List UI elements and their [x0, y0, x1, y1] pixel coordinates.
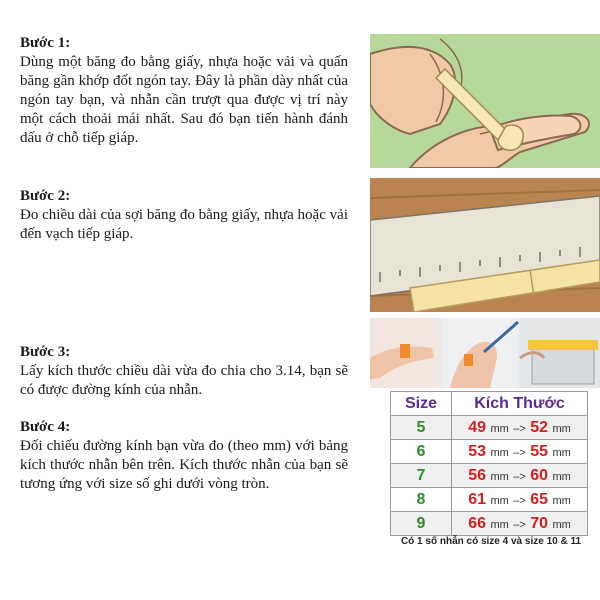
- range-cell: [452, 488, 588, 512]
- step-3-title: Bước 3:: [20, 344, 71, 360]
- unit-label: mm: [552, 518, 571, 531]
- unit-label: mm: [490, 446, 509, 459]
- unit-label: mm: [552, 494, 571, 507]
- size-header: Size: [391, 392, 452, 416]
- unit-label: mm: [490, 470, 509, 483]
- table-row: [391, 512, 588, 536]
- table-row: [391, 440, 588, 464]
- hand-wrapping-strip-illustration: [370, 34, 600, 168]
- step-1-title: Bước 1:: [20, 35, 71, 51]
- step-2-text: Đo chiều dài của sợi băng đo bằng giấy, nhựa hoặc vải đến vạch tiếp giáp.: [20, 207, 348, 242]
- size-note: Có 1 số nhẫn có size 4 và size 10 & 11: [400, 536, 582, 547]
- table-row: [391, 488, 588, 512]
- size-cell: 6: [391, 440, 452, 464]
- range-to: 55: [530, 442, 549, 460]
- step-2: [20, 187, 348, 244]
- range-to: 70: [530, 514, 549, 532]
- size-cell: 9: [391, 512, 452, 536]
- step-4-text: Đối chiếu đường kính bạn vừa đo (theo mm) với bảng kích thước nhẫn bên trên. Kích thước nhẫn của bạn sẽ tương ứng với size số ghi dưới vòng tròn.: [20, 438, 348, 492]
- arrow-label: –>: [513, 446, 526, 459]
- step-3: [20, 343, 348, 400]
- unit-label: mm: [490, 518, 509, 531]
- table-header-row: [391, 392, 588, 416]
- range-from: 56: [468, 466, 486, 484]
- step-1-text: Dùng một băng đo bằng giấy, nhựa hoặc vải và quấn băng gần khớp đốt ngón tay. Đây là phần dày nhất của ngón tay bạn, và nhẫn cần trượt qua được vị trí này một cách thoải mái nhất. Sau đó bạn tiến hành đánh dấu ở chỗ tiếp giáp.: [20, 54, 348, 146]
- finger-measure-icon: [370, 318, 600, 388]
- range-to: 52: [530, 418, 549, 436]
- range-from: 53: [468, 442, 486, 460]
- unit-label: mm: [490, 494, 509, 507]
- range-cell: [452, 464, 588, 488]
- table-row: [391, 416, 588, 440]
- unit-label: mm: [552, 422, 571, 435]
- unit-label: mm: [552, 470, 571, 483]
- range-cell: [452, 416, 588, 440]
- range-from: 66: [468, 514, 486, 532]
- range-cell: [452, 440, 588, 464]
- size-cell: 7: [391, 464, 452, 488]
- finger-measure-photo: [370, 318, 600, 388]
- ring-size-table: [390, 391, 588, 536]
- step-2-title: Bước 2:: [20, 188, 71, 204]
- range-to: 60: [530, 466, 549, 484]
- ruler-strip-illustration: [370, 178, 600, 312]
- range-cell: [452, 512, 588, 536]
- range-from: 49: [468, 418, 486, 436]
- step-4: [20, 418, 348, 494]
- arrow-label: –>: [513, 422, 526, 435]
- arrow-label: –>: [513, 494, 526, 507]
- step-1: [20, 34, 348, 148]
- hand-wrapping-strip-icon: [370, 34, 600, 168]
- step-3-text: Lấy kích thước chiều dài vừa đo chia cho 3.14, bạn sẽ có được đường kính của nhẫn.: [20, 363, 348, 398]
- size-cell: 8: [391, 488, 452, 512]
- arrow-label: –>: [513, 470, 526, 483]
- range-to: 65: [530, 490, 549, 508]
- dimension-header: Kích Thước: [452, 392, 588, 416]
- arrow-label: –>: [513, 518, 526, 531]
- step-4-title: Bước 4:: [20, 419, 71, 435]
- ruler-icon: [370, 178, 600, 312]
- range-from: 61: [468, 490, 486, 508]
- size-cell: 5: [391, 416, 452, 440]
- unit-label: mm: [552, 446, 571, 459]
- table-row: [391, 464, 588, 488]
- unit-label: mm: [490, 422, 509, 435]
